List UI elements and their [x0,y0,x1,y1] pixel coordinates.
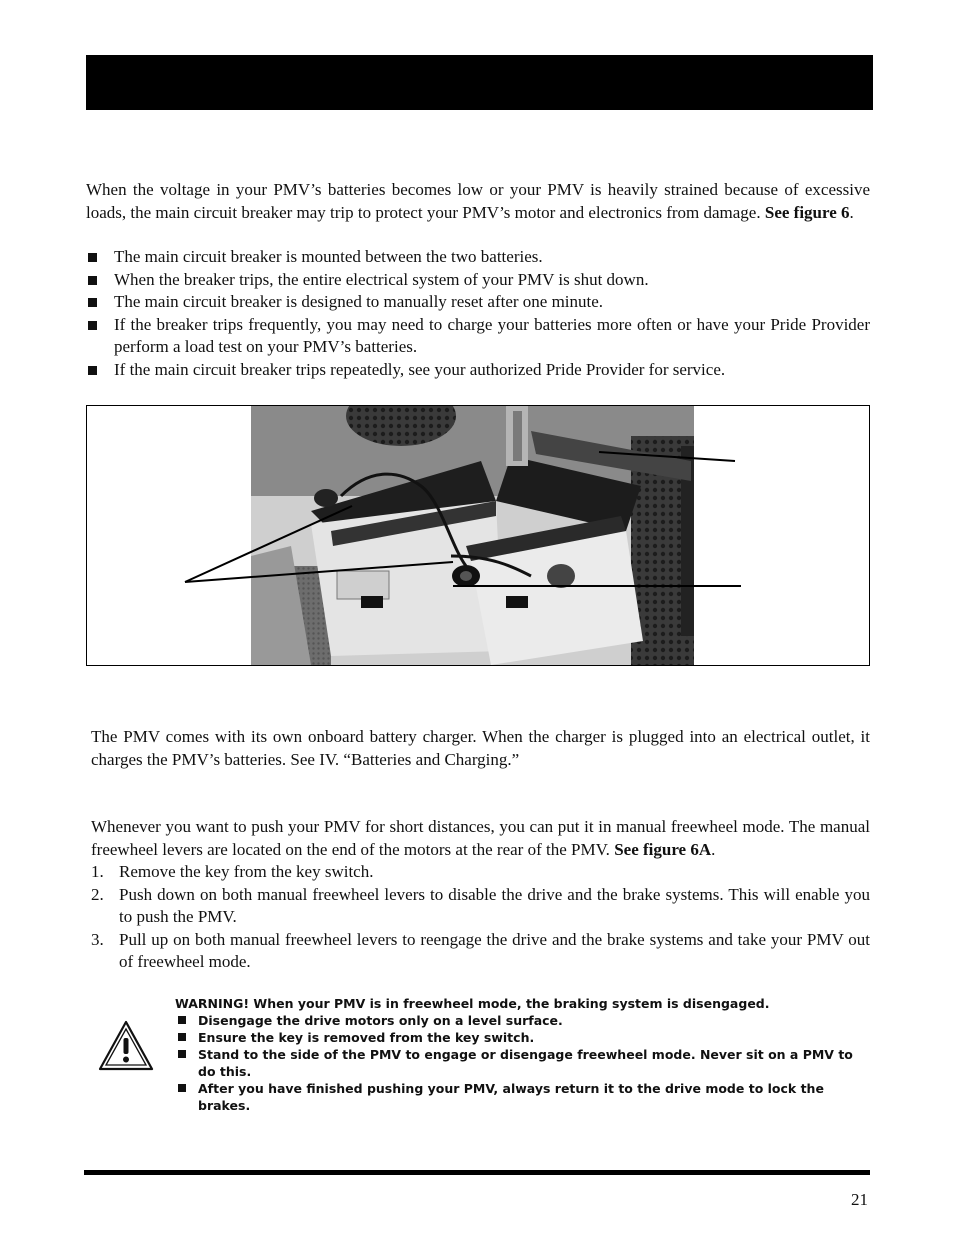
list-item: Disengage the drive motors only on a level surface. [175,1012,865,1029]
list-item: 2. Push down on both manual freewheel levers to disable the drive and the brake systems. This will enable you to push the PMV. [91,884,870,926]
list-item: Stand to the side of the PMV to engage or disengage freewheel mode. Never sit on a PMV to do this. [175,1046,865,1080]
warning-triangle-icon [98,1020,154,1072]
list-item: The main circuit breaker is mounted between the two batteries. [86,246,870,269]
breaker-bullet-list [86,246,870,381]
list-item: If the breaker trips frequently, you may need to charge your batteries more often or have your Pride Provider perform a load test on your PMV’s batteries. [86,314,870,359]
charger-paragraph: The PMV comes with its own onboard battery charger. When the charger is plugged into an electrical outlet, it charges the PMV’s batteries. See IV. “Batteries and Charging.” [91,727,870,769]
list-item: Ensure the key is removed from the key switch. [175,1029,865,1046]
list-item: 1. Remove the key from the key switch. [91,862,374,881]
footer-rule [84,1170,870,1175]
figure-6-box [86,405,870,666]
warning-title: WARNING! When your PMV is in freewheel mode, the braking system is disengaged. [175,996,770,1011]
freewheel-paragraph: Whenever you want to push your PMV for short distances, you can put it in manual freewheel mode. The manual freewheel levers are located on the end of the motors at the rear of the PMV. See figure 6A. [91,817,870,859]
page-number: 21 [851,1190,868,1209]
figure-6-reference: See figure 6 [764,202,850,222]
figure-6a-reference: See figure 6A [614,839,712,859]
section-header-bar [86,55,873,110]
list-item: After you have finished pushing your PMV, always return it to the drive mode to lock the brakes. [175,1080,865,1114]
list-item: 3. Pull up on both manual freewheel levers to reengage the drive and the brake systems and take your PMV out of freewheel mode. [91,929,870,971]
warning-list [175,1012,865,1114]
freewheel-steps [91,861,870,974]
list-item: If the main circuit breaker trips repeatedly, see your authorized Pride Provider for service. [86,359,870,382]
list-item: When the breaker trips, the entire electrical system of your PMV is shut down. [86,269,870,292]
intro-paragraph: When the voltage in your PMV’s batteries becomes low or your PMV is heavily strained because of excessive loads, the main circuit breaker may trip to protect your PMV’s motor and electronics from damage. See figure 6. [86,180,870,222]
callout-lines [87,406,869,665]
warning-block [175,995,865,1114]
list-item: The main circuit breaker is designed to manually reset after one minute. [86,291,870,314]
